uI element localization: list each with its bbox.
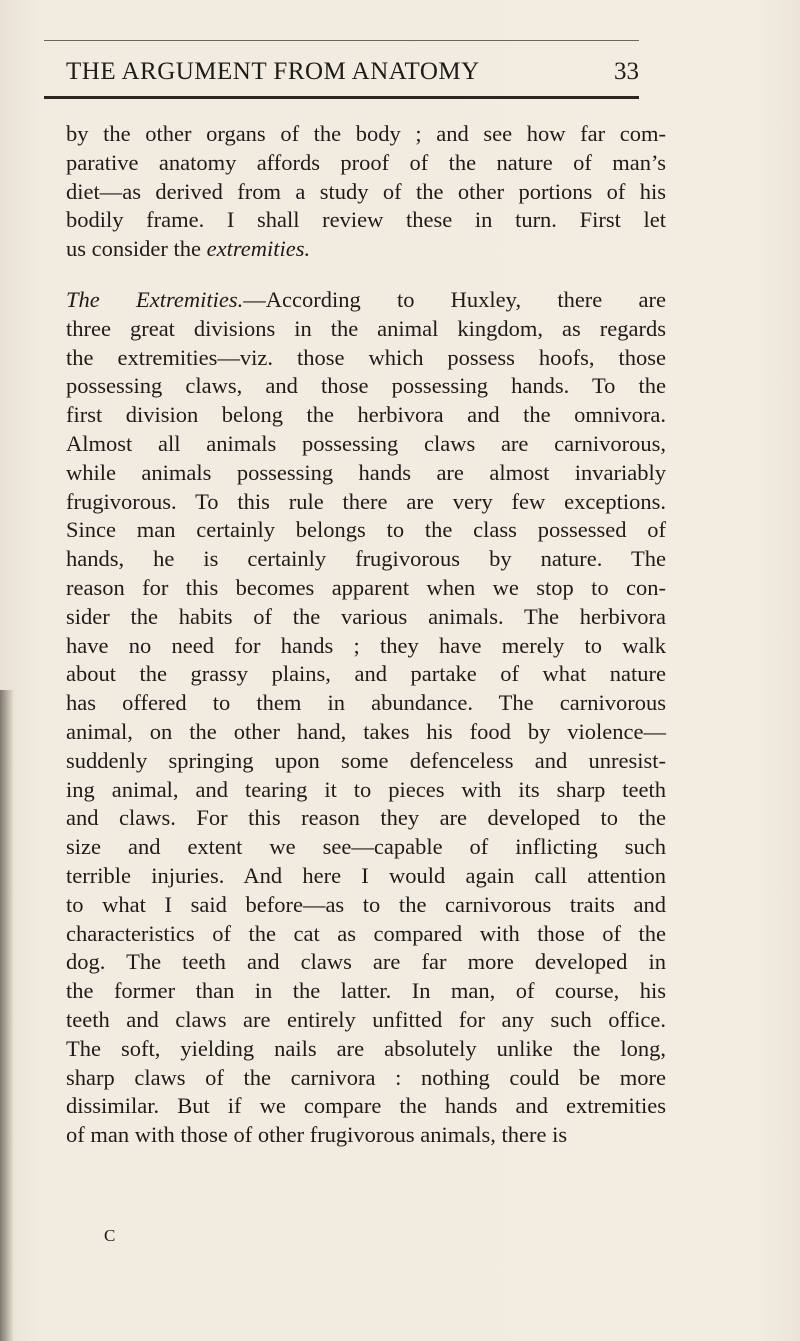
text-line: size and extent we see—capable of inflicting such xyxy=(66,834,666,860)
text-line: diet—as derived from a study of the other portions of his xyxy=(66,178,666,204)
text-line: teeth and claws are entirely unfitted for any such office. xyxy=(66,1006,666,1032)
text-line: and claws. For this reason they are developed to the xyxy=(66,805,666,831)
text-fragment: us consider the xyxy=(66,236,207,262)
text-line: frugivorous. To this rule there are very few exceptions. xyxy=(66,488,666,514)
text-line: the former than in the latter. In man, of course, his xyxy=(66,978,666,1004)
body-text xyxy=(66,120,666,1150)
header-rule xyxy=(44,96,639,99)
text-line: parative anatomy affords proof of the nature of man’s xyxy=(66,149,666,175)
text-line: dissimilar. But if we compare the hands and extremities xyxy=(66,1093,666,1119)
text-line: animal, on the other hand, takes his food by violence— xyxy=(66,718,666,744)
paragraph-2 xyxy=(66,286,666,1150)
text-line: sharp claws of the carnivora : nothing could be more xyxy=(66,1064,666,1090)
text-line: by the other organs of the body ; and see how far com- xyxy=(66,121,666,146)
text-line: first division belong the herbivora and the omnivora. xyxy=(66,402,666,428)
page-gutter-shadow xyxy=(0,690,14,1341)
text-line: characteristics of the cat as compared with those of the xyxy=(66,920,666,946)
text-line: to what I said before—as to the carnivorous traits and xyxy=(66,891,666,917)
text-line: terrible injuries. And here I would again call attention xyxy=(66,862,666,888)
text-line xyxy=(66,235,666,264)
text-line: The soft, yielding nails are absolutely unlike the long, xyxy=(66,1035,666,1061)
text-line: the extremities—viz. those which possess hoofs, those xyxy=(66,344,666,370)
text-line xyxy=(66,286,666,315)
text-line: hands, he is certainly frugivorous by nature. The xyxy=(66,546,666,572)
page-header xyxy=(66,52,656,96)
text-line: of man with those of other frugivorous animals, there is xyxy=(66,1122,568,1148)
text-line: while animals possessing hands are almost invariably xyxy=(66,459,666,485)
text-line: has offered to them in abundance. The carnivorous xyxy=(66,690,666,716)
text-line: ing animal, and tearing it to pieces with its sharp teeth xyxy=(66,776,666,802)
text-line: about the grassy plains, and partake of what nature xyxy=(66,661,666,687)
italic-term: extremities. xyxy=(206,236,311,262)
text-line: reason for this becomes apparent when we stop to con- xyxy=(66,574,666,600)
paragraph-1 xyxy=(66,120,666,264)
text-line: Almost all animals possessing claws are carnivorous, xyxy=(66,430,666,456)
page-number: 33 xyxy=(614,58,639,85)
text-line: three great divisions in the animal kingdom, as regards xyxy=(66,315,666,341)
text-line: sider the habits of the various animals. The herbivora xyxy=(66,603,666,629)
section-heading-italic: The Extremities. xyxy=(66,286,244,312)
text-line: bodily frame. I shall review these in turn. First let xyxy=(66,207,666,233)
header-rule-thin xyxy=(44,40,639,41)
text-line: suddenly springing upon some defenceless and unresist- xyxy=(66,747,666,773)
text-line: Since man certainly belongs to the class possessed of xyxy=(66,517,666,543)
text-fragment: —According to Huxley, there are xyxy=(243,286,666,312)
signature-mark: C xyxy=(104,1226,116,1245)
running-head: THE ARGUMENT FROM ANATOMY xyxy=(66,58,480,85)
text-line: possessing claws, and those possessing hands. To the xyxy=(66,373,666,399)
text-line: have no need for hands ; they have merely to walk xyxy=(66,632,666,658)
text-line: dog. The teeth and claws are far more developed in xyxy=(66,949,666,975)
